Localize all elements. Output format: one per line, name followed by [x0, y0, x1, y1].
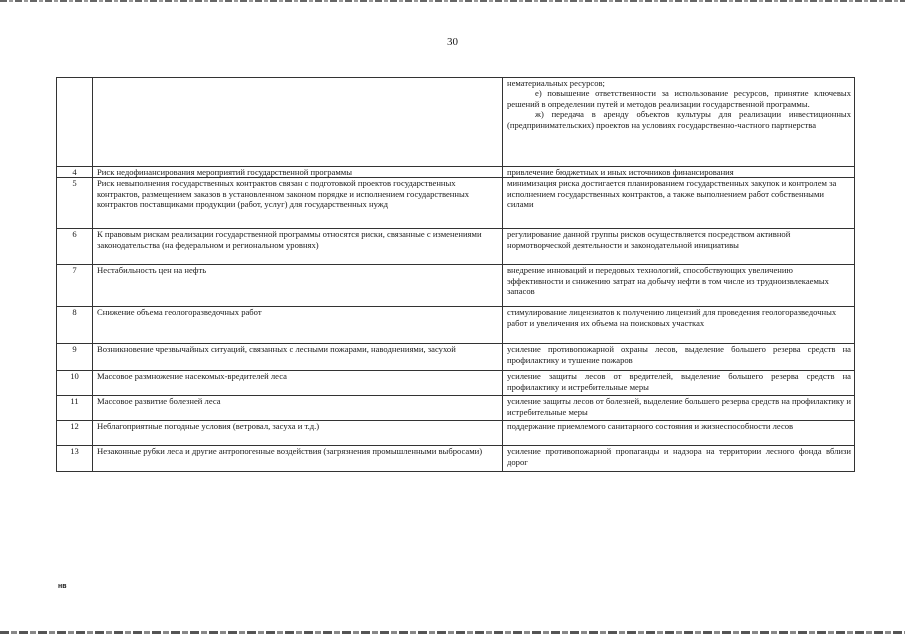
table-row	[57, 265, 855, 307]
table-row	[57, 307, 855, 344]
table-row	[57, 229, 855, 265]
measures-text: регулирование данной группы рисков осуществляется посредством активной нормотворческой деятельности и законодательной инициативы	[503, 229, 855, 265]
row-number: 10	[57, 371, 93, 396]
measures-line: ж) передача в аренду объектов культуры для реализации инвестиционных (предпринимательских) проектов на условиях государственно-частного партнерства	[507, 109, 851, 130]
page-number: 30	[447, 36, 458, 48]
measures-line: нематериальных ресурсов;	[507, 78, 605, 88]
measures-text: усиление защиты лесов от вредителей, выделение большего резерва средств на профилактику и истребительные меры	[503, 371, 855, 396]
row-number-cell	[57, 78, 93, 167]
risk-text: К правовым рискам реализации государственной программы относятся риски, связанные с изменениями законодательства (на федеральном и региональном уровнях)	[93, 229, 503, 265]
measures-text: поддержание приемлемого санитарного состояния и жизнеспособности лесов	[503, 421, 855, 446]
risk-text: Неблагоприятные погодные условия (ветровал, засуха и т.д.)	[93, 421, 503, 446]
measures-text: минимизация риска достигается планированием государственных закупок и контролем за исполнением государственных контрактов, а также выполнением работ собственными силами	[503, 178, 855, 229]
risk-text: Незаконные рубки леса и другие антропогенные воздействия (загрязнения промышленными выбросами)	[93, 446, 503, 472]
row-number: 7	[57, 265, 93, 307]
table-row	[57, 167, 855, 178]
row-number: 13	[57, 446, 93, 472]
row-number: 6	[57, 229, 93, 265]
risk-text: Нестабильность цен на нефть	[93, 265, 503, 307]
row-number: 12	[57, 421, 93, 446]
risk-text: Риск недофинансирования мероприятий государственной программы	[93, 167, 503, 178]
row-number: 5	[57, 178, 93, 229]
risk-cell	[93, 78, 503, 167]
table-row	[57, 344, 855, 371]
risk-text: Массовое развитие болезней леса	[93, 396, 503, 421]
scan-top-edge	[0, 0, 905, 2]
row-number: 8	[57, 307, 93, 344]
table-row	[57, 421, 855, 446]
measures-text: привлечение бюджетных и иных источников финансирования	[503, 167, 855, 178]
measures-text: усиление защиты лесов от болезней, выделение большего резерва средств на профилактику и истребительные меры	[503, 396, 855, 421]
measures-text: усиление противопожарной пропаганды и надзора на территории лесного фонда вблизи дорог	[503, 446, 855, 472]
table-row	[57, 446, 855, 472]
measures-text: стимулирование лицензиатов к получению лицензий для проведения геологоразведочных работ и увеличения их объема на поисковых участках	[503, 307, 855, 344]
risk-text: Риск невыполнения государственных контрактов связан с подготовкой проектов государственных контрактов, размещением заказов в установленном законом порядке и исполнением государственных контрактов поставщиками продукции (работ, услуг) для государственных нужд	[93, 178, 503, 229]
table-row	[57, 371, 855, 396]
risk-text: Массовое размножение насекомых-вредителей леса	[93, 371, 503, 396]
scan-bottom-edge	[0, 631, 905, 634]
risk-text: Снижение объема геологоразведочных работ	[93, 307, 503, 344]
footer-mark: нв	[58, 583, 67, 590]
risk-text: Возникновение чрезвычайных ситуаций, связанных с лесными пожарами, наводнениями, засухой	[93, 344, 503, 371]
measures-cell	[503, 78, 855, 167]
table-row	[57, 396, 855, 421]
table-row-continuation	[57, 78, 855, 167]
row-number: 9	[57, 344, 93, 371]
measures-line: е) повышение ответственности за использование ресурсов, принятие ключевых решений в определении путей и методов реализации государственной программы.	[507, 88, 851, 109]
row-number: 11	[57, 396, 93, 421]
risk-table	[56, 77, 855, 472]
table-row	[57, 178, 855, 229]
row-number: 4	[57, 167, 93, 178]
measures-text: усиление противопожарной охраны лесов, выделение большего резерва средств на профилактику и тушение пожаров	[503, 344, 855, 371]
measures-text: внедрение инноваций и передовых технологий, способствующих увеличению эффективности и снижению затрат на добычу нефти в том числе из трудноизвлекаемых запасов	[503, 265, 855, 307]
